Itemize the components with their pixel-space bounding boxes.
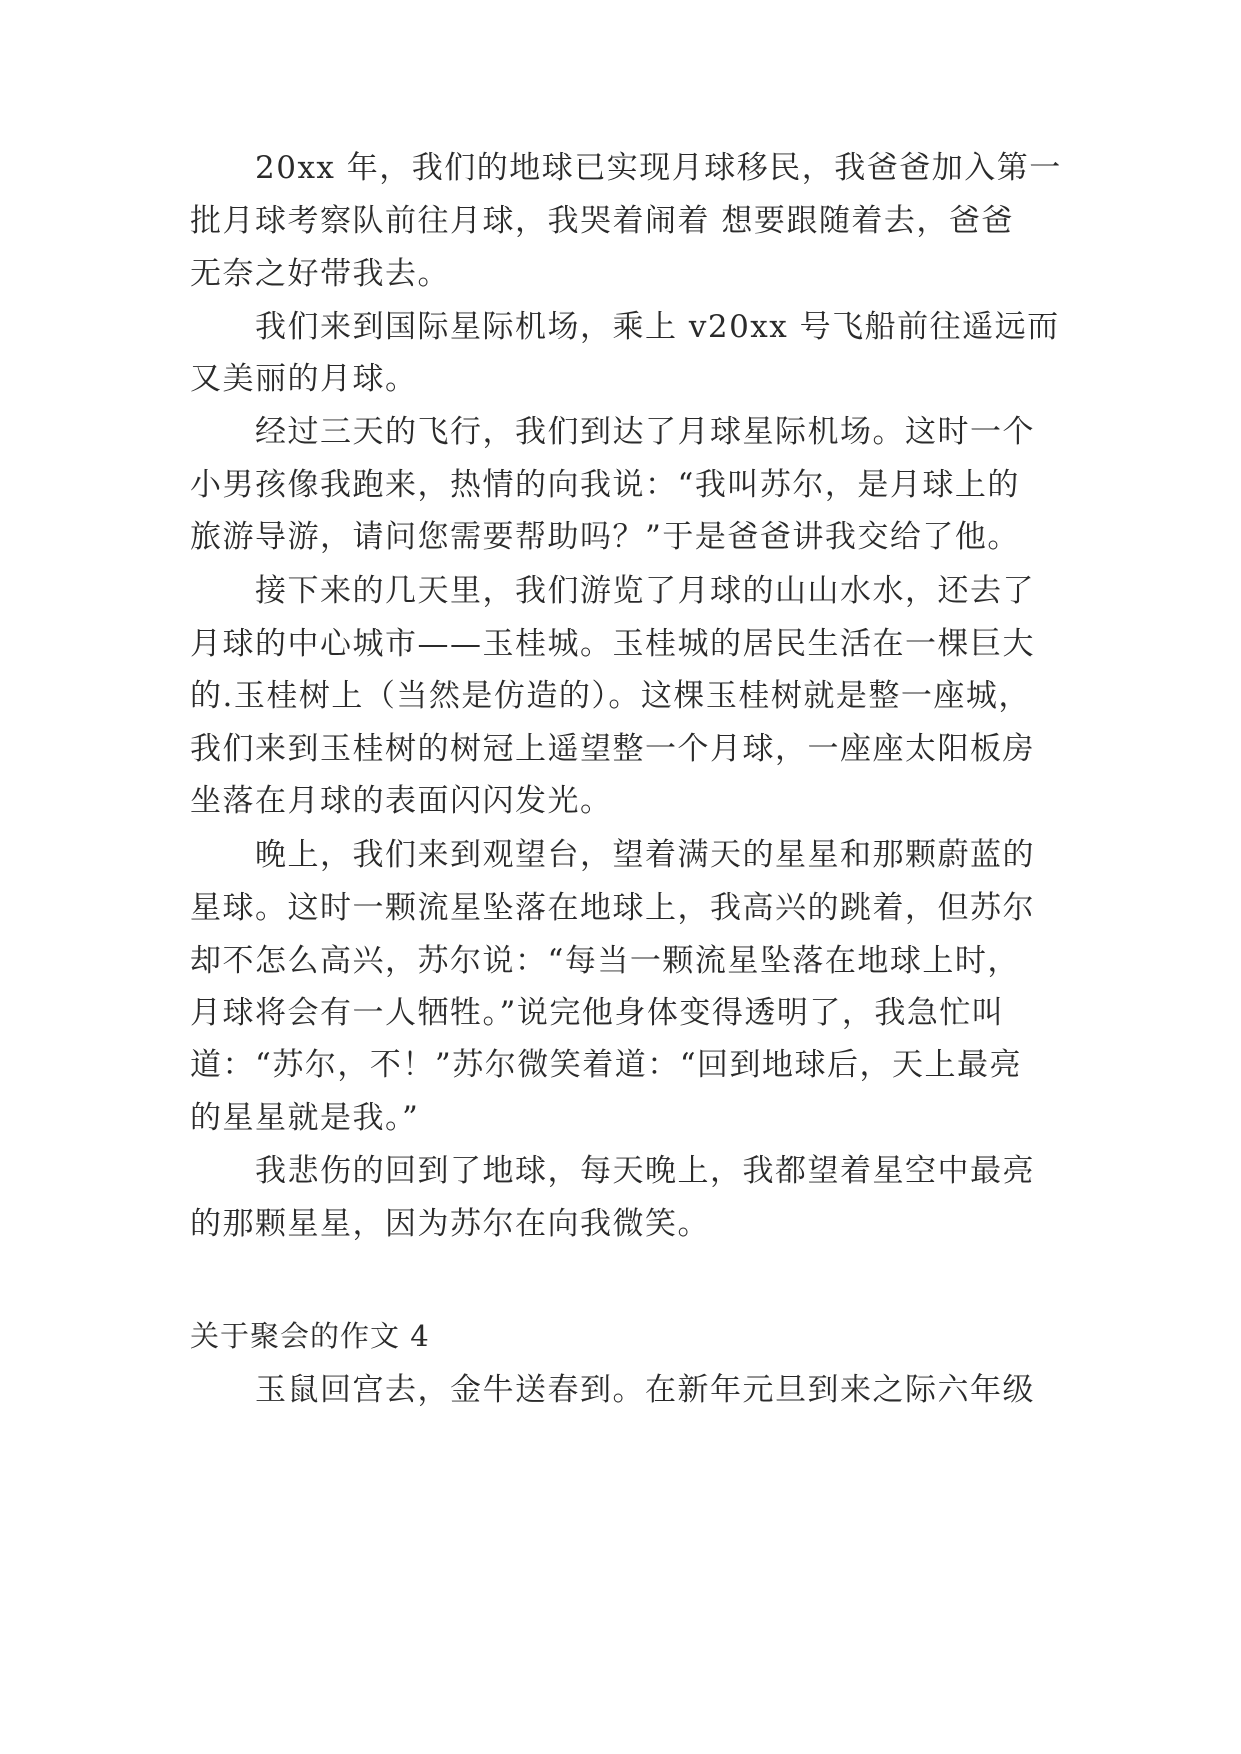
- paragraph-2-line-1: 我们来到国际星际机场，乘上 v20xx 号飞船前往遥远而: [255, 309, 1060, 345]
- paragraph-1-line-1: 20xx 年，我们的地球已实现月球移民，我爸爸加入第一: [255, 150, 1062, 186]
- paragraph-5-line-1: 晚上，我们来到观望台，望着满天的星星和那颗蔚蓝的: [255, 837, 1035, 873]
- paragraph-4-line-3: 的.玉桂树上（当然是仿造的）。这棵玉桂树就是整一座城，: [190, 678, 1031, 714]
- paragraph-4-line-2: 月球的中心城市——玉桂城。玉桂城的居民生活在一棵巨大: [190, 626, 1035, 662]
- section-heading: 关于聚会的作文 4: [190, 1319, 430, 1353]
- paragraph-4-line-5: 坐落在月球的表面闪闪发光。: [190, 783, 613, 819]
- paragraph-5-line-5: 道：“苏尔，不！”苏尔微笑着道：“回到地球后，天上最亮: [190, 1047, 1023, 1083]
- section-paragraph-1-line-1: 玉鼠回宫去，金牛送春到。在新年元旦到来之际六年级: [255, 1372, 1035, 1408]
- paragraph-3-line-2: 小男孩像我跑来，热情的向我说：“我叫苏尔，是月球上的: [190, 467, 1020, 503]
- paragraph-5-line-3: 却不怎么高兴，苏尔说：“每当一颗流星坠落在地球上时，: [190, 943, 1020, 979]
- paragraph-4-line-4: 我们来到玉桂树的树冠上遥望整一个月球，一座座太阳板房: [190, 731, 1035, 767]
- paragraph-3-line-3: 旅游导游，请问您需要帮助吗？”于是爸爸讲我交给了他。: [190, 519, 1020, 555]
- paragraph-1-line-3: 无奈之好带我去。: [190, 256, 450, 292]
- paragraph-6-line-1: 我悲伤的回到了地球，每天晚上，我都望着星空中最亮: [255, 1153, 1035, 1189]
- paragraph-4-line-1: 接下来的几天里，我们游览了月球的山山水水，还去了: [255, 573, 1035, 609]
- paragraph-3-line-1: 经过三天的飞行，我们到达了月球星际机场。这时一个: [255, 414, 1035, 450]
- paragraph-1-line-2: 批月球考察队前往月球，我哭着闹着 想要跟随着去，爸爸: [190, 203, 1014, 239]
- paragraph-5-line-2: 星球。这时一颗流星坠落在地球上，我高兴的跳着，但苏尔: [190, 890, 1035, 926]
- paragraph-5-line-4: 月球将会有一人牺牲。”说完他身体变得透明了，我急忙叫: [190, 995, 1005, 1031]
- paragraph-2-line-2: 又美丽的月球。: [190, 361, 418, 397]
- paragraph-5-line-6: 的星星就是我。”: [190, 1100, 420, 1136]
- paragraph-6-line-2: 的那颗星星，因为苏尔在向我微笑。: [190, 1206, 710, 1242]
